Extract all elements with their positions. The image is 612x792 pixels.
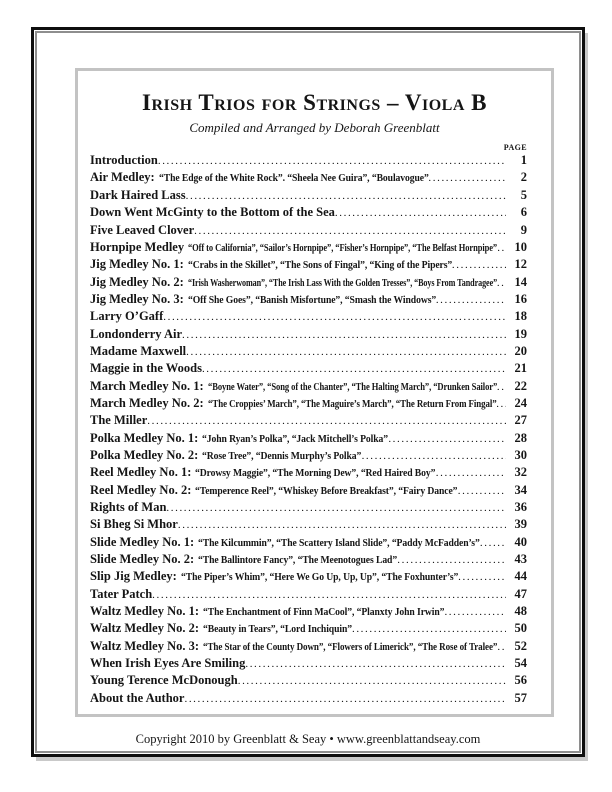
toc-entry-page: 39: [514, 517, 527, 532]
toc-entry-page: 1: [520, 153, 527, 168]
toc-entry-title: About the Author: [90, 690, 185, 705]
dot-leader: [152, 589, 506, 601]
toc-entry: [90, 587, 527, 604]
toc-entry-page: 16: [514, 291, 527, 306]
toc-entry: [90, 639, 527, 656]
toc-entry-page: 47: [514, 586, 527, 601]
toc-entry: [90, 604, 527, 621]
toc-entry: [90, 309, 527, 326]
toc-entry-title: Slide Medley No. 2:: [90, 552, 195, 567]
toc-entry: [90, 257, 527, 274]
toc-entry-page: 40: [514, 534, 527, 549]
dot-leader: [335, 207, 506, 219]
toc-entry-tunes: “Off to California”, “Sailor’s Hornpipe”, “Fisher’s Hornpipe”, “The Belfast Hornpipe”: [188, 242, 498, 254]
toc-entry: [90, 535, 527, 552]
toc-entry-page: 14: [514, 274, 527, 289]
toc-entry-title: Waltz Medley No. 2:: [90, 621, 200, 636]
toc-entry-page: 12: [514, 257, 527, 272]
toc-entry: [90, 500, 527, 517]
dot-leader: [194, 225, 506, 237]
dot-leader: [166, 502, 506, 514]
toc-entry-page: 20: [514, 343, 527, 358]
toc-entry: [90, 431, 527, 448]
toc-entry-tunes: “The Kilcummin”, “The Scattery Island Slide”, “Paddy McFadden’s”: [198, 537, 480, 549]
page-column-header: PAGE: [503, 143, 527, 153]
toc-entry-tunes: “Off She Goes”, “Banish Misfortune”, “Smash the Windows”: [187, 294, 436, 306]
toc-entry-page: 32: [514, 465, 527, 480]
toc-entry-page: 52: [514, 638, 527, 653]
toc-entry: [90, 465, 527, 482]
toc-entry-title: When Irish Eyes Are Smiling: [90, 656, 246, 671]
dot-leader: [497, 641, 506, 653]
dot-leader: [182, 329, 506, 341]
toc-entry: [90, 240, 527, 257]
dot-leader: [178, 519, 506, 531]
toc-entry-page: 5: [520, 187, 527, 202]
toc-entry: [90, 413, 527, 430]
toc-entry: [90, 552, 527, 569]
dot-leader: [436, 294, 506, 306]
dot-leader: [186, 346, 506, 358]
toc-entry-page: 21: [514, 361, 527, 376]
toc-entry: [90, 691, 527, 708]
book-subtitle: Compiled and Arranged by Deborah Greenblatt: [189, 120, 440, 136]
toc-entry: [90, 292, 527, 309]
toc-entry-page: 30: [514, 447, 527, 462]
toc-entry-title: March Medley No. 1:: [90, 378, 204, 393]
toc-entry-title: Hornpipe Medley: [90, 239, 185, 254]
toc-entry: [90, 205, 527, 222]
footer-copyright: Copyright 2010 by Greenblatt & Seay • www.greenblattandseay.com: [135, 732, 481, 746]
toc-entry: [90, 448, 527, 465]
toc-entry-title: The Miller: [90, 413, 148, 428]
toc-entry: [90, 621, 527, 638]
dot-leader: [158, 155, 506, 167]
toc-entry-title: Larry O’Gaff: [90, 309, 164, 324]
toc-entry-page: 9: [520, 222, 527, 237]
toc-entry-title: Introduction: [90, 153, 158, 168]
toc-entry-title: Jig Medley No. 1:: [90, 257, 184, 272]
dot-leader: [388, 433, 506, 445]
toc-entry-tunes: “The Ballintore Fancy”, “The Meenotogues Lad”: [198, 555, 398, 567]
toc-entry-page: 56: [514, 673, 527, 688]
toc-entry-title: Maggie in the Woods: [90, 361, 202, 376]
dot-leader: [496, 398, 506, 410]
toc-entry-page: 43: [514, 552, 527, 567]
book-title: Irish Trios for Strings – Viola B: [142, 90, 487, 115]
dot-leader: [497, 277, 506, 289]
toc-entry-title: Down Went McGinty to the Bottom of the Sea: [90, 205, 335, 220]
toc-entry: [90, 379, 527, 396]
toc-entry-title: Slide Medley No. 1:: [90, 534, 195, 549]
toc-entry-page: 48: [514, 604, 527, 619]
toc-entry-tunes: “The Star of the County Down”, “Flowers of Limerick”, “The Rose of Tralee”: [203, 641, 498, 653]
dot-leader: [458, 571, 506, 583]
toc-entry-title: Londonderry Air: [90, 326, 183, 341]
toc-entry-title: Reel Medley No. 2:: [90, 482, 192, 497]
toc-entry-page: 44: [514, 569, 527, 584]
toc-entry-title: Rights of Man: [90, 500, 167, 515]
dot-leader: [245, 658, 506, 670]
toc-entry: [90, 361, 527, 378]
toc-entry-title: Jig Medley No. 3:: [90, 291, 184, 306]
toc-entry: [90, 275, 527, 292]
dot-leader: [184, 693, 506, 705]
toc-entry: [90, 483, 527, 500]
toc-entry: [90, 344, 527, 361]
page-border-frame: [31, 27, 585, 757]
toc-entry: [90, 188, 527, 205]
toc-entry-page: 22: [514, 378, 527, 393]
dot-leader: [444, 606, 506, 618]
toc-entry-title: Si Bheg Si Mhor: [90, 517, 178, 532]
toc-entry-title: Tater Patch: [90, 586, 153, 601]
dot-leader: [397, 554, 506, 566]
toc-entry-page: 6: [520, 205, 527, 220]
table-of-contents: [78, 143, 551, 708]
dot-leader: [452, 259, 506, 271]
toc-entry-page: 10: [514, 239, 527, 254]
toc-entry-tunes: “The Piper’s Whim”, “Here We Go Up, Up, Up”, “The Foxhunter’s”: [180, 572, 459, 584]
toc-entry-page: 2: [520, 170, 527, 185]
toc-entry-tunes: “Beauty in Tears”, “Lord Inchiquin”: [203, 624, 352, 636]
dot-leader: [362, 450, 506, 462]
dot-leader: [458, 485, 506, 497]
toc-entry: [90, 223, 527, 240]
toc-entry-tunes: “The Edge of the White Rock”. “Sheela Nee Guira”, “Boulavogue”: [158, 173, 429, 185]
toc-entry-title: Madame Maxwell: [90, 343, 187, 358]
toc-entry-title: Waltz Medley No. 1:: [90, 604, 200, 619]
dot-leader: [428, 172, 506, 184]
toc-entry: [90, 170, 527, 187]
toc-entry-title: March Medley No. 2:: [90, 395, 204, 410]
toc-list: [90, 153, 527, 708]
dot-leader: [147, 415, 506, 427]
toc-entry-page: 54: [514, 656, 527, 671]
toc-entry-title: Young Terence McDonough: [90, 673, 238, 688]
toc-entry-tunes: “The Enchantment of Finn MaCool”, “Planxty John Irwin”: [203, 607, 445, 619]
toc-entry-title: Polka Medley No. 2:: [90, 447, 199, 462]
toc-entry-tunes: “Crabs in the Skillet”, “The Sons of Fingal”, “King of the Pipers”: [187, 260, 452, 272]
toc-entry-page: 18: [514, 309, 527, 324]
toc-entry-page: 50: [514, 621, 527, 636]
toc-entry-title: Reel Medley No. 1:: [90, 465, 192, 480]
toc-entry-title: Slip Jig Medley:: [90, 569, 177, 584]
toc-entry-page: 36: [514, 500, 527, 515]
toc-entry-title: Five Leaved Clover: [90, 222, 195, 237]
toc-entry-tunes: “Boyne Water”, “Song of the Chanter”, “The Halting March”, “Drunken Sailor”: [207, 381, 497, 393]
toc-entry-tunes: “Irish Washerwoman”, “The Irish Lass With the Golden Tresses”, “Boys From Tandragee”: [187, 277, 497, 289]
dot-leader: [186, 190, 506, 202]
toc-entry-title: Jig Medley No. 2:: [90, 274, 184, 289]
toc-entry-page: 34: [514, 482, 527, 497]
toc-entry-title: Waltz Medley No. 3:: [90, 638, 200, 653]
toc-entry-page: 24: [514, 395, 527, 410]
dot-leader: [497, 242, 506, 254]
toc-entry: [90, 569, 527, 586]
toc-entry-tunes: “Rose Tree”, “Dennis Murphy’s Polka”: [202, 450, 362, 462]
content-frame: [75, 68, 554, 717]
toc-entry-page: 19: [514, 326, 527, 341]
dot-leader: [480, 537, 506, 549]
toc-entry-tunes: “Temperence Reel”, “Whiskey Before Breakfast”, “Fairy Dance”: [195, 485, 458, 497]
toc-entry: [90, 396, 527, 413]
toc-entry: [90, 517, 527, 534]
toc-entry: [90, 327, 527, 344]
toc-entry-page: 28: [514, 430, 527, 445]
toc-entry-tunes: “The Croppies’ March”, “The Maguire’s March”, “The Return From Fingal”: [207, 398, 497, 410]
dot-leader: [497, 381, 506, 393]
dot-leader: [436, 467, 506, 479]
toc-entry-page: 57: [514, 690, 527, 705]
toc-entry-title: Polka Medley No. 1:: [90, 430, 199, 445]
toc-entry-tunes: “Drowsy Maggie”, “The Morning Dew”, “Red Haired Boy”: [195, 468, 436, 480]
toc-entry-title: Air Medley:: [90, 170, 155, 185]
toc-entry-title: Dark Haired Lass: [90, 187, 186, 202]
toc-entry: [90, 153, 527, 170]
dot-leader: [352, 623, 506, 635]
dot-leader: [163, 311, 506, 323]
toc-entry: [90, 656, 527, 673]
toc-entry: [90, 673, 527, 690]
dot-leader: [238, 675, 506, 687]
dot-leader: [202, 363, 506, 375]
toc-entry-tunes: “John Ryan’s Polka”, “Jack Mitchell’s Polka”: [202, 433, 389, 445]
toc-entry-page: 27: [514, 413, 527, 428]
